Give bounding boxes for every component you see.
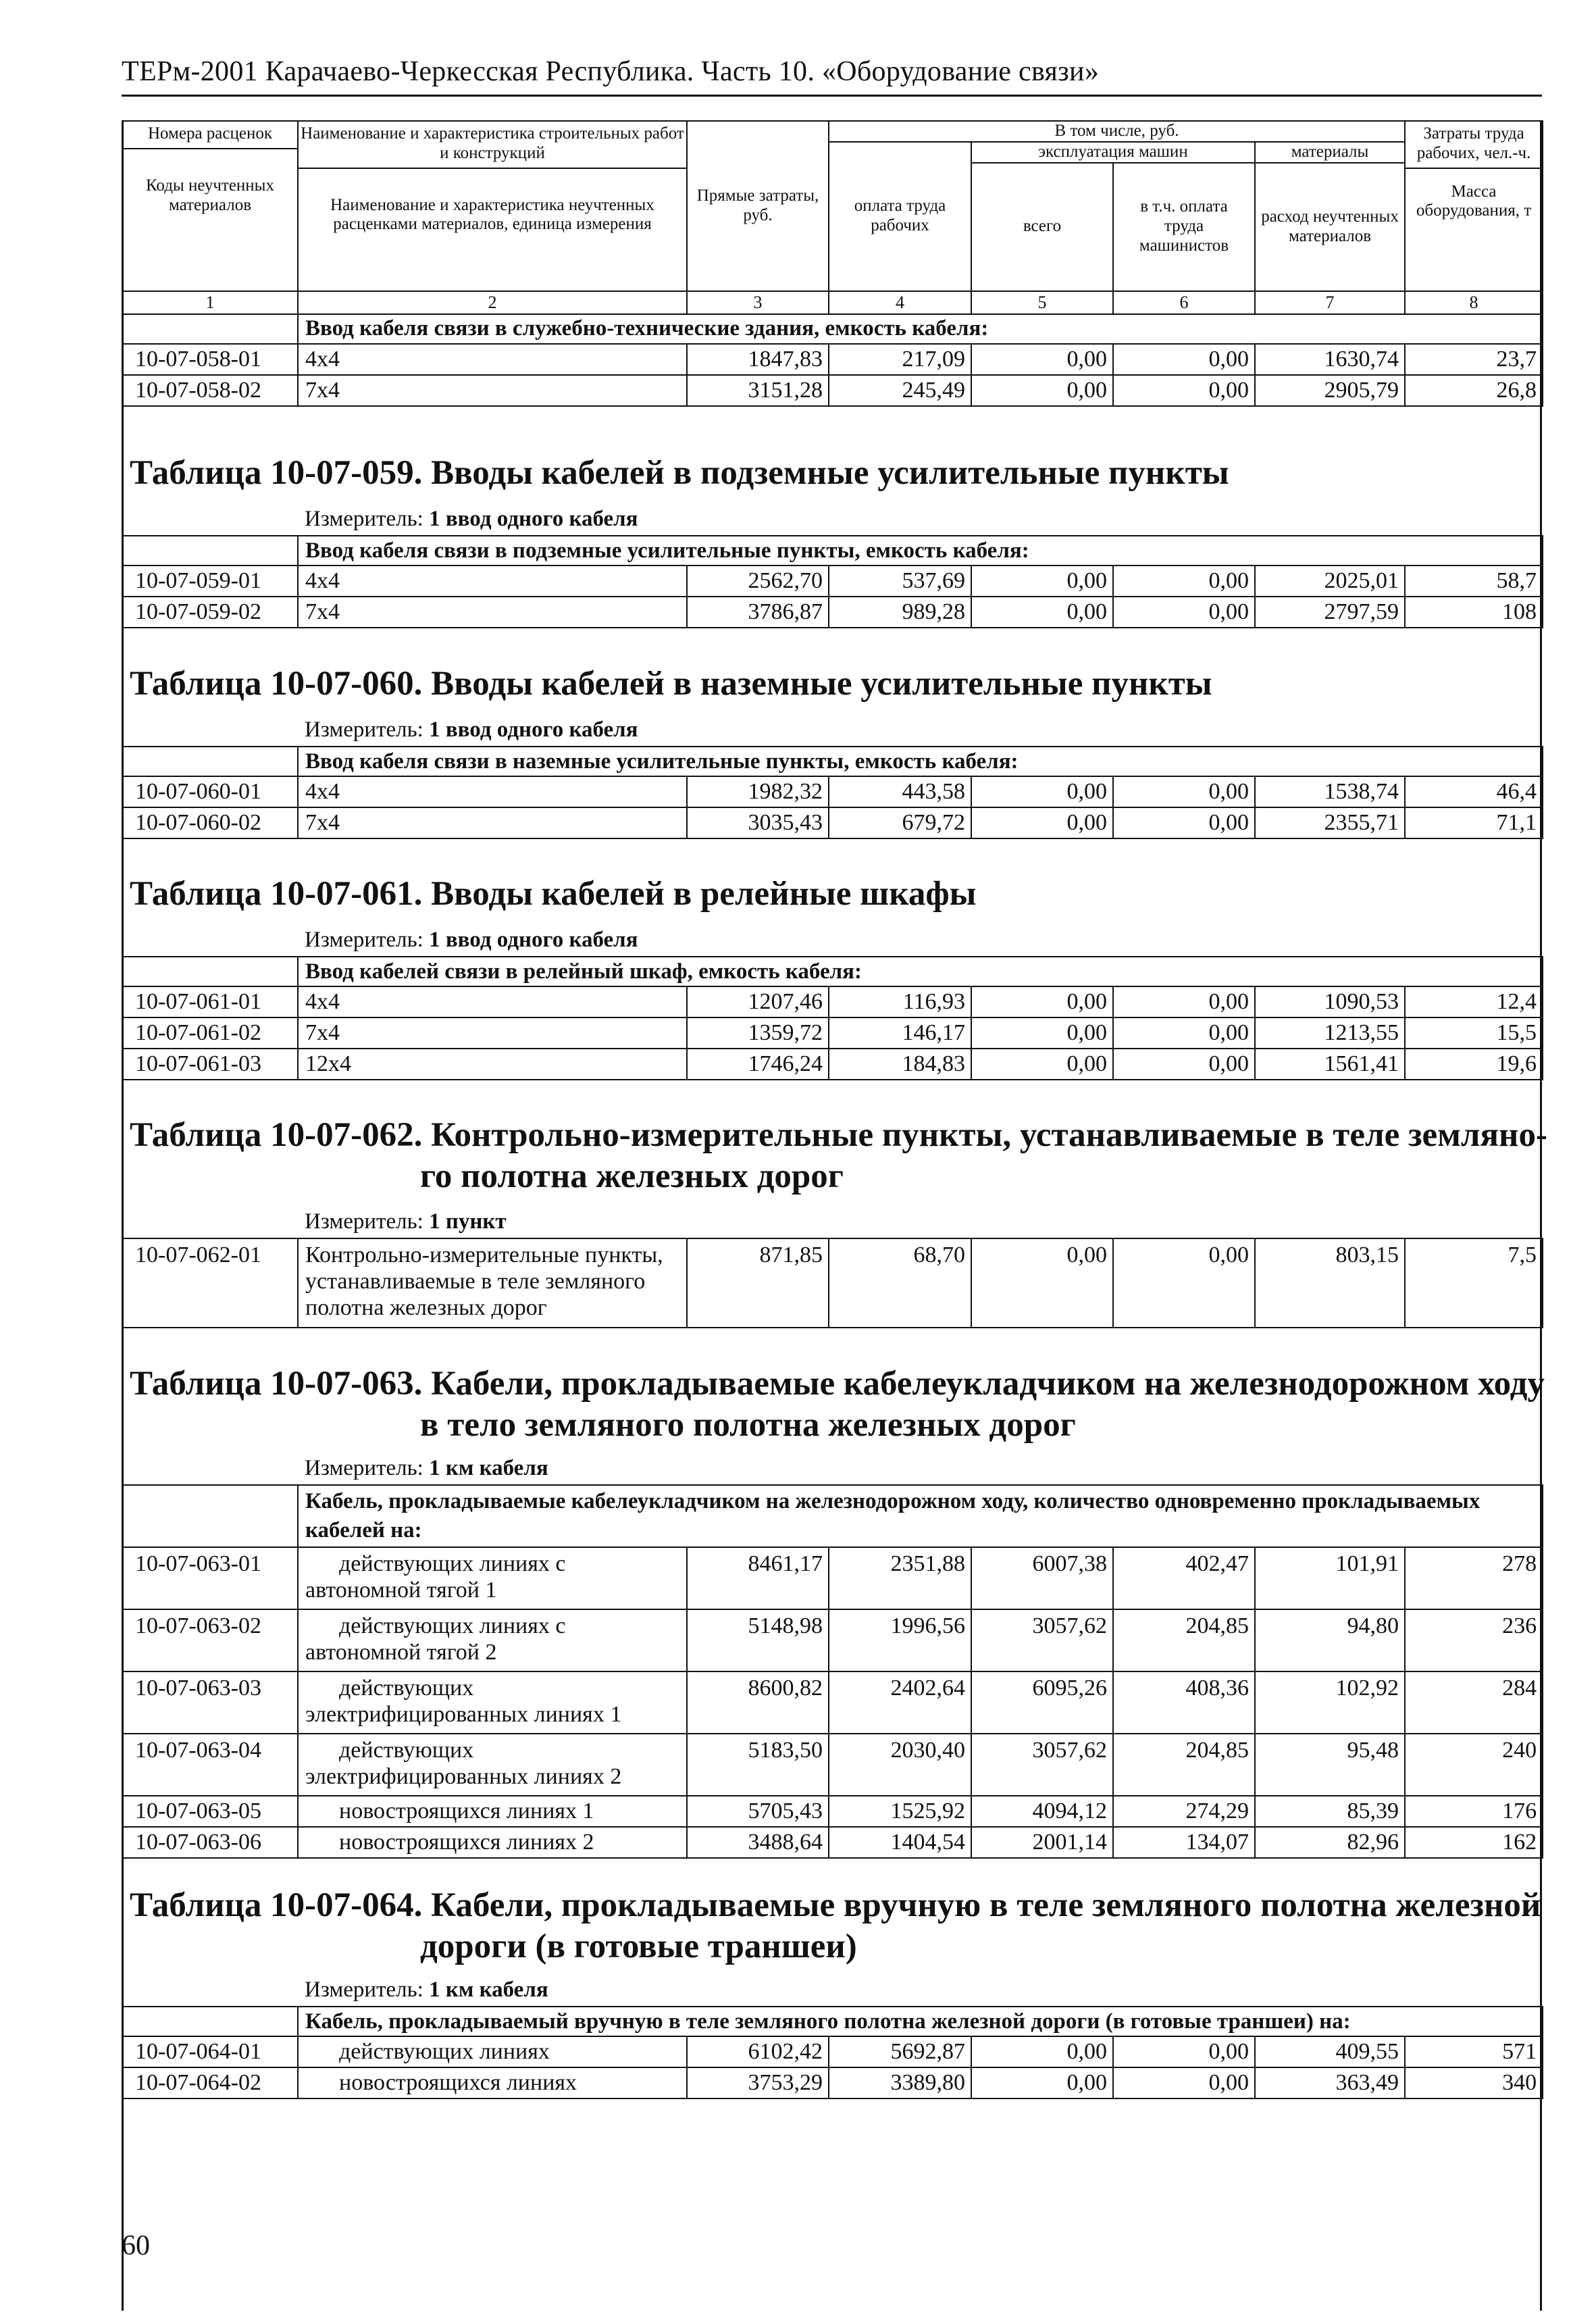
group-label: Ввод кабеля связи в служебно-технические здания, емкость кабеля:	[298, 314, 1543, 344]
header-col1-top: Номера расценок	[123, 122, 297, 149]
materials-cost: 101,91	[1255, 1547, 1405, 1609]
header-col8-top: Затраты труда рабочих, чел.-ч.	[1406, 122, 1542, 169]
table-number: Таблица 10-07-062.	[130, 1116, 423, 1154]
machinist-pay: 0,00	[1113, 375, 1255, 406]
rate-code: 10-07-061-03	[122, 1049, 298, 1080]
header-number: 4	[829, 291, 971, 314]
materials-cost: 1538,74	[1255, 776, 1405, 807]
rates-table-062	[122, 1206, 1543, 1328]
direct-cost: 3151,28	[687, 375, 829, 406]
labor-pay: 2030,40	[829, 1734, 971, 1796]
direct-cost: 3786,87	[687, 597, 829, 628]
machinist-pay: 0,00	[1113, 597, 1255, 628]
materials-cost: 1561,41	[1255, 1049, 1405, 1080]
machinist-pay: 0,00	[1113, 986, 1255, 1017]
machinist-pay: 0,00	[1113, 565, 1255, 597]
rate-name: новостроящихся линиях	[298, 2067, 687, 2098]
measure-unit	[122, 1206, 1543, 1238]
machinist-pay: 134,07	[1113, 1827, 1255, 1858]
labor-hours: 12,4	[1405, 986, 1543, 1017]
table-name: Кабели, прокладываемые вручную в теле земляного полотна железной	[431, 1886, 1541, 1924]
table-title-064	[130, 1885, 1541, 1926]
header-col7: расход неучтенных материалов	[1255, 163, 1405, 291]
header-col2-bottom: Наименование и характеристика неучтенных расценками материалов, единица измерения	[330, 195, 654, 234]
measure-value: 1 ввод одного кабеля	[429, 928, 638, 952]
direct-cost: 8600,82	[687, 1671, 829, 1734]
header-col4: оплата труда рабочих	[829, 142, 971, 291]
machinist-pay: 274,29	[1113, 1796, 1255, 1827]
table-row	[122, 1049, 1543, 1080]
rates-table-064	[122, 1974, 1543, 2099]
measure-row	[122, 1453, 1543, 1485]
rate-code: 10-07-063-01	[122, 1547, 298, 1609]
header-col8-bottom: Масса оборудования, т	[1416, 182, 1532, 220]
measure-label: Измеритель:	[305, 1978, 430, 2002]
page-title: ТЕРм-2001 Карачаево-Черкесская Республика. Часть 10. «Оборудование связи»	[122, 56, 1100, 87]
labor-pay: 2402,64	[829, 1671, 971, 1734]
direct-cost: 2562,70	[687, 565, 829, 597]
labor-pay: 146,17	[829, 1017, 971, 1049]
machines-total: 4094,12	[971, 1796, 1113, 1827]
header-number: 3	[687, 291, 829, 314]
rates-table-059	[122, 503, 1543, 628]
materials-cost: 82,96	[1255, 1827, 1405, 1858]
machinist-pay: 204,85	[1113, 1609, 1255, 1671]
labor-hours: 23,7	[1405, 344, 1543, 375]
table-name: Кабели, прокладываемые кабелеукладчиком на железнодорожном ходу	[431, 1365, 1545, 1403]
rate-code: 10-07-063-04	[122, 1734, 298, 1796]
rate-name: 4x4	[298, 565, 687, 597]
machines-total: 0,00	[971, 1049, 1113, 1080]
labor-hours: 7,5	[1405, 1238, 1543, 1328]
materials-cost: 1090,53	[1255, 986, 1405, 1017]
measure-row	[122, 1206, 1543, 1238]
labor-hours: 571	[1405, 2036, 1543, 2067]
labor-pay: 443,58	[829, 776, 971, 807]
machines-total: 0,00	[971, 1238, 1113, 1328]
table-row	[122, 344, 1543, 375]
group-label: Кабель, прокладываемые кабелеукладчиком на железнодорожном ходу, количество одновременно прокладываемых кабелей на:	[298, 1485, 1543, 1547]
machinist-pay: 402,47	[1113, 1547, 1255, 1609]
group-label: Ввод кабеля связи в наземные усилительные пункты, емкость кабеля:	[298, 747, 1543, 776]
materials-cost: 95,48	[1255, 1734, 1405, 1796]
table-row	[122, 1238, 1543, 1328]
measure-label: Измеритель:	[305, 1209, 430, 1234]
materials-cost: 2355,71	[1255, 807, 1405, 838]
rate-code: 10-07-058-02	[122, 375, 298, 406]
group-row	[122, 2007, 1543, 2036]
machinist-pay: 0,00	[1113, 807, 1255, 838]
direct-cost: 871,85	[687, 1238, 829, 1328]
machines-total: 2001,14	[971, 1827, 1113, 1858]
group-label: Кабель, прокладываемый вручную в теле земляного полотна железной дороги (в готовые траншеи) на:	[298, 2007, 1543, 2036]
table-name: Контрольно-измерительные пункты, устанавливаемые в теле земляно-	[431, 1116, 1547, 1154]
header-number: 1	[122, 291, 298, 314]
measure-unit	[122, 924, 1543, 957]
table-title-062	[130, 1115, 1547, 1156]
header-col6: в т.ч. оплата труда машинистов	[1113, 163, 1255, 291]
header-col8	[1405, 121, 1543, 291]
header-col2	[298, 121, 687, 291]
direct-cost: 3488,64	[687, 1827, 829, 1858]
table-name: Вводы кабелей в наземные усилительные пункты	[431, 665, 1212, 703]
measure-value: 1 пункт	[429, 1209, 507, 1234]
rate-name: действующих линиях с автономной тягой 2	[298, 1609, 687, 1671]
measure-unit	[122, 1974, 1543, 2007]
labor-hours: 26,8	[1405, 375, 1543, 406]
table-row	[122, 776, 1543, 807]
labor-pay: 217,09	[829, 344, 971, 375]
rate-name: 7x4	[298, 1017, 687, 1049]
header-number: 8	[1405, 291, 1543, 314]
group-row	[122, 747, 1543, 776]
table-row	[122, 1734, 1543, 1796]
machines-total: 0,00	[971, 597, 1113, 628]
materials-cost: 363,49	[1255, 2067, 1405, 2098]
rate-code: 10-07-063-05	[122, 1796, 298, 1827]
labor-pay: 2351,88	[829, 1547, 971, 1609]
direct-cost: 6102,42	[687, 2036, 829, 2067]
group-row	[122, 314, 1543, 344]
table-title-063	[130, 1363, 1545, 1405]
header-col2-top: Наименование и характеристика строительных работ и конструкций	[299, 122, 686, 169]
table-row	[122, 597, 1543, 628]
table-number: Таблица 10-07-061.	[130, 875, 423, 913]
direct-cost: 5148,98	[687, 1609, 829, 1671]
labor-hours: 19,6	[1405, 1049, 1543, 1080]
rate-name: 7x4	[298, 807, 687, 838]
group-label: Ввод кабелей связи в релейный шкаф, емкость кабеля:	[298, 957, 1543, 986]
direct-cost: 1847,83	[687, 344, 829, 375]
labor-hours: 284	[1405, 1671, 1543, 1734]
header-group-total: В том числе, руб.	[829, 121, 1405, 142]
table-number: Таблица 10-07-060.	[130, 665, 423, 703]
rate-code: 10-07-060-02	[122, 807, 298, 838]
rate-code: 10-07-060-01	[122, 776, 298, 807]
materials-cost: 409,55	[1255, 2036, 1405, 2067]
labor-hours: 176	[1405, 1796, 1543, 1827]
table-row	[122, 1796, 1543, 1827]
header-number: 7	[1255, 291, 1405, 314]
machines-total: 0,00	[971, 565, 1113, 597]
machines-total: 6007,38	[971, 1547, 1113, 1609]
rate-name: действующих линиях	[298, 2036, 687, 2067]
rate-code: 10-07-063-02	[122, 1609, 298, 1671]
rate-code: 10-07-059-02	[122, 597, 298, 628]
labor-hours: 162	[1405, 1827, 1543, 1858]
labor-hours: 46,4	[1405, 776, 1543, 807]
direct-cost: 1746,24	[687, 1049, 829, 1080]
table-row	[122, 986, 1543, 1017]
direct-cost: 1359,72	[687, 1017, 829, 1049]
table-title-062-line2: го полотна железных дорог	[420, 1157, 844, 1195]
machines-total: 0,00	[971, 1017, 1113, 1049]
rate-name: новостроящихся линиях 2	[298, 1827, 687, 1858]
table-number: Таблица 10-07-059.	[130, 454, 423, 492]
labor-pay: 68,70	[829, 1238, 971, 1328]
rate-code: 10-07-063-03	[122, 1671, 298, 1734]
table-title-060	[130, 663, 1212, 705]
rate-code: 10-07-064-02	[122, 2067, 298, 2098]
header-group-machines: эксплуатация машин	[971, 142, 1255, 163]
table-name: Вводы кабелей в подземные усилительные пункты	[431, 454, 1229, 492]
header-col1	[122, 121, 298, 291]
machinist-pay: 0,00	[1113, 344, 1255, 375]
rate-code: 10-07-063-06	[122, 1827, 298, 1858]
labor-hours: 108	[1405, 597, 1543, 628]
table-title-064-line2: дороги (в готовые траншеи)	[420, 1928, 857, 1965]
rate-code: 10-07-059-01	[122, 565, 298, 597]
header-col3: Прямые затраты, руб.	[687, 121, 829, 291]
table-name: Вводы кабелей в релейные шкафы	[431, 875, 977, 913]
machines-total: 3057,62	[971, 1734, 1113, 1796]
rate-name: действующих электрифицированных линиях 1	[298, 1671, 687, 1734]
direct-cost: 1207,46	[687, 986, 829, 1017]
machines-total: 0,00	[971, 776, 1113, 807]
measure-unit	[122, 503, 1543, 536]
labor-pay: 184,83	[829, 1049, 971, 1080]
materials-cost: 102,92	[1255, 1671, 1405, 1734]
rate-name: действующих линиях с автономной тягой 1	[298, 1547, 687, 1609]
measure-label: Измеритель:	[305, 718, 430, 742]
labor-pay: 1525,92	[829, 1796, 971, 1827]
rates-table-063	[122, 1453, 1543, 1859]
labor-hours: 58,7	[1405, 565, 1543, 597]
header-number: 2	[298, 291, 687, 314]
materials-cost: 2025,01	[1255, 565, 1405, 597]
direct-cost: 1982,32	[687, 776, 829, 807]
rate-name: 4x4	[298, 344, 687, 375]
labor-pay: 1996,56	[829, 1609, 971, 1671]
labor-pay: 537,69	[829, 565, 971, 597]
labor-hours: 236	[1405, 1609, 1543, 1671]
machines-total: 0,00	[971, 344, 1113, 375]
rate-code: 10-07-061-02	[122, 1017, 298, 1049]
rate-code: 10-07-061-01	[122, 986, 298, 1017]
table-row	[122, 2067, 1543, 2098]
machines-total: 6095,26	[971, 1671, 1113, 1734]
labor-pay: 116,93	[829, 986, 971, 1017]
table-row	[122, 1671, 1543, 1734]
labor-pay: 5692,87	[829, 2036, 971, 2067]
measure-label: Измеритель:	[305, 1456, 430, 1480]
header-number-row	[122, 291, 1543, 314]
machinist-pay: 0,00	[1113, 776, 1255, 807]
labor-pay: 3389,80	[829, 2067, 971, 2098]
labor-hours: 240	[1405, 1734, 1543, 1796]
table-number: Таблица 10-07-063.	[130, 1365, 423, 1403]
rate-name: 7x4	[298, 597, 687, 628]
page-number: 60	[122, 2230, 150, 2261]
measure-row	[122, 924, 1543, 957]
direct-cost: 5183,50	[687, 1734, 829, 1796]
materials-cost: 1213,55	[1255, 1017, 1405, 1049]
labor-hours: 71,1	[1405, 807, 1543, 838]
labor-pay: 1404,54	[829, 1827, 971, 1858]
group-row	[122, 1485, 1543, 1547]
table-row	[122, 2036, 1543, 2067]
machinist-pay: 0,00	[1113, 1238, 1255, 1328]
measure-unit	[122, 1453, 1543, 1485]
rate-name: действующих электрифицированных линиях 2	[298, 1734, 687, 1796]
labor-hours: 15,5	[1405, 1017, 1543, 1049]
header-number: 6	[1113, 291, 1255, 314]
machinist-pay: 204,85	[1113, 1734, 1255, 1796]
materials-cost: 94,80	[1255, 1609, 1405, 1671]
rates-table-header	[122, 120, 1543, 407]
materials-cost: 803,15	[1255, 1238, 1405, 1328]
table-row	[122, 1547, 1543, 1609]
machinist-pay: 0,00	[1113, 1017, 1255, 1049]
measure-label: Измеритель:	[305, 507, 430, 531]
table-row	[122, 807, 1543, 838]
rate-name: Контрольно-измерительные пункты, устанавливаемые в теле земляного полотна железных дорог	[298, 1238, 687, 1328]
table-row	[122, 1609, 1543, 1671]
labor-hours: 278	[1405, 1547, 1543, 1609]
direct-cost: 3035,43	[687, 807, 829, 838]
group-row	[122, 957, 1543, 986]
rate-name: 4x4	[298, 776, 687, 807]
labor-pay: 679,72	[829, 807, 971, 838]
rate-code: 10-07-058-01	[122, 344, 298, 375]
materials-cost: 2905,79	[1255, 375, 1405, 406]
measure-row	[122, 1974, 1543, 2007]
header-group-materials: материалы	[1255, 142, 1405, 163]
measure-unit	[122, 714, 1543, 747]
group-label: Ввод кабеля связи в подземные усилительные пункты, емкость кабеля:	[298, 536, 1543, 565]
direct-cost: 8461,17	[687, 1547, 829, 1609]
header-col1-bottom: Коды неучтенных материалов	[146, 176, 274, 214]
rates-table-060	[122, 714, 1543, 839]
measure-value: 1 ввод одного кабеля	[429, 507, 638, 531]
rate-name: 4x4	[298, 986, 687, 1017]
machinist-pay: 408,36	[1113, 1671, 1255, 1734]
machines-total: 0,00	[971, 807, 1113, 838]
measure-label: Измеритель:	[305, 928, 430, 952]
labor-pay: 245,49	[829, 375, 971, 406]
machines-total: 0,00	[971, 2067, 1113, 2098]
machinist-pay: 0,00	[1113, 2067, 1255, 2098]
table-row	[122, 565, 1543, 597]
table-row	[122, 1827, 1543, 1858]
table-row	[122, 1017, 1543, 1049]
machines-total: 0,00	[971, 375, 1113, 406]
header-number: 5	[971, 291, 1113, 314]
rate-code: 10-07-064-01	[122, 2036, 298, 2067]
table-title-063-line2: в тело земляного полотна железных дорог	[420, 1406, 1076, 1444]
labor-pay: 989,28	[829, 597, 971, 628]
machines-total: 0,00	[971, 2036, 1113, 2067]
rate-name: 12x4	[298, 1049, 687, 1080]
direct-cost: 3753,29	[687, 2067, 829, 2098]
machines-total: 0,00	[971, 986, 1113, 1017]
machines-total: 3057,62	[971, 1609, 1113, 1671]
measure-value: 1 км кабеля	[429, 1456, 548, 1480]
rate-code: 10-07-062-01	[122, 1238, 298, 1328]
table-title-059	[130, 453, 1229, 494]
table-number: Таблица 10-07-064.	[130, 1886, 423, 1924]
measure-row	[122, 714, 1543, 747]
measure-value: 1 ввод одного кабеля	[429, 718, 638, 742]
rate-name: новостроящихся линиях 1	[298, 1796, 687, 1827]
materials-cost: 85,39	[1255, 1796, 1405, 1827]
rate-name: 7x4	[298, 375, 687, 406]
title-rule	[122, 95, 1542, 97]
machinist-pay: 0,00	[1113, 2036, 1255, 2067]
measure-value: 1 км кабеля	[429, 1978, 548, 2002]
table-row	[122, 375, 1543, 406]
table-title-061	[130, 874, 976, 915]
group-row	[122, 536, 1543, 565]
materials-cost: 2797,59	[1255, 597, 1405, 628]
materials-cost: 1630,74	[1255, 344, 1405, 375]
machinist-pay: 0,00	[1113, 1049, 1255, 1080]
header-col5: всего	[971, 163, 1113, 291]
measure-row	[122, 503, 1543, 536]
rates-table-061	[122, 924, 1543, 1080]
direct-cost: 5705,43	[687, 1796, 829, 1827]
labor-hours: 340	[1405, 2067, 1543, 2098]
